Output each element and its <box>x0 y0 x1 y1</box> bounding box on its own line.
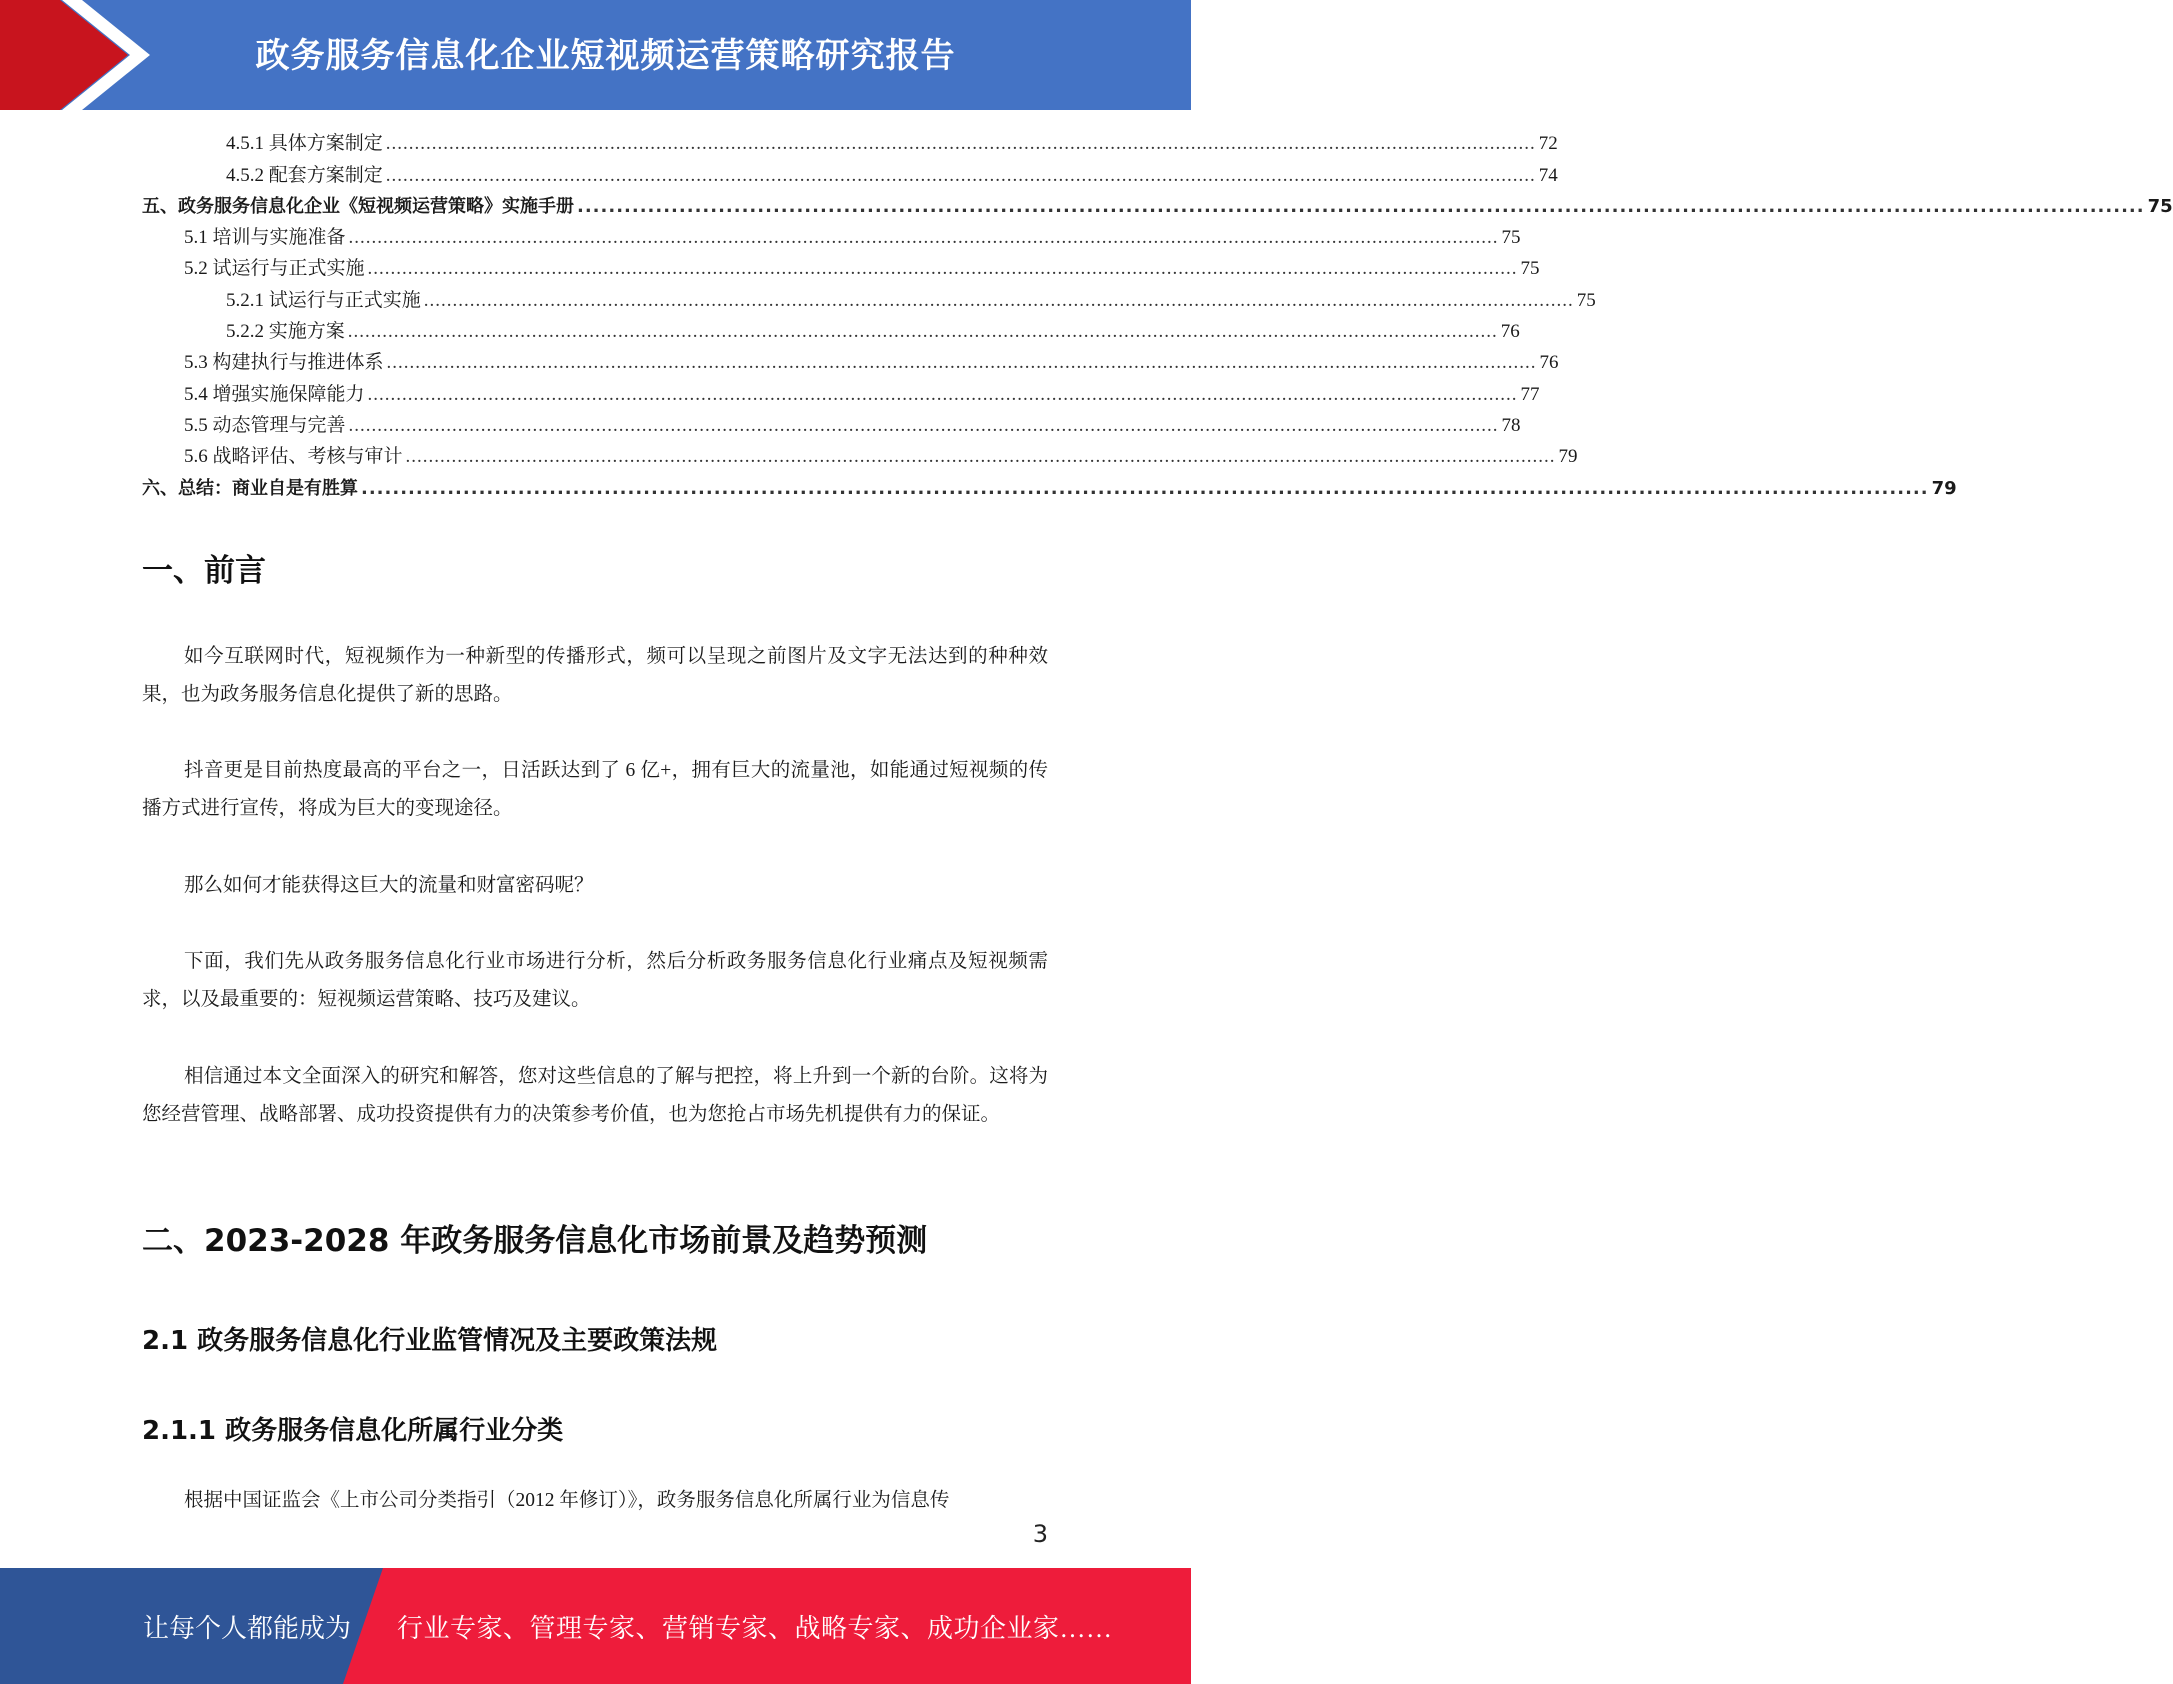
toc-label: 5.6 战略评估、考核与审计 <box>184 446 403 468</box>
toc-leader-dots: ........................................................................................................................................................................................................ <box>348 414 1499 436</box>
section-heading-preface: 一、前言 <box>142 553 266 589</box>
body-paragraph: 相信通过本文全面深入的研究和解答，您对这些信息的了解与把控，将上升到一个新的台阶。这将为您经营管理、战略部署、成功投资提供有力的决策参考价值，也为您抢占市场先机提供有力的保证。 <box>142 1066 1048 1125</box>
toc-entry[interactable] <box>142 159 1558 190</box>
toc-leader-dots: ........................................................................................................................................................................................................ <box>385 164 1536 186</box>
table-of-contents <box>142 128 2173 504</box>
toc-label: 4.5.1 具体方案制定 <box>226 133 383 155</box>
header-title: 政务服务信息化企业短视频运营策略研究报告 <box>255 36 956 76</box>
body-paragraph: 抖音更是目前热度最高的平台之一，日活跃达到了 6 亿+，拥有巨大的流量池，如能通过短视频的传播方式进行宣传，将成为巨大的变现途径。 <box>142 760 1048 819</box>
toc-entry[interactable] <box>142 472 1957 503</box>
toc-page-number: 75 <box>2147 195 2173 217</box>
page-header <box>0 0 1191 110</box>
toc-entry[interactable] <box>142 441 1578 472</box>
page-footer <box>0 1568 1191 1684</box>
toc-leader-dots: ........................................................................................................................................................................................................ <box>348 227 1499 249</box>
toc-leader-dots: ........................................................................................................................................................................................................ <box>361 477 1929 499</box>
toc-page-number: 76 <box>1500 321 1520 343</box>
toc-label: 5.2 试运行与正式实施 <box>184 258 365 280</box>
toc-page-number: 75 <box>1576 289 1596 311</box>
toc-page-number: 78 <box>1501 414 1521 436</box>
toc-page-number: 77 <box>1520 383 1540 405</box>
toc-entry[interactable] <box>142 253 1540 284</box>
toc-label: 4.5.2 配套方案制定 <box>226 164 383 186</box>
toc-entry[interactable] <box>142 347 1559 378</box>
section-heading-chapter-2: 二、2023-2028 年政务服务信息化市场前景及趋势预测 <box>142 1223 928 1259</box>
toc-page-number: 79 <box>1558 446 1578 468</box>
toc-page-number: 76 <box>1539 352 1559 374</box>
footer-slogan-right: 行业专家、管理专家、营销专家、战略专家、成功企业家…… <box>397 1614 1113 1643</box>
toc-label: 5.2.2 实施方案 <box>226 321 345 343</box>
toc-leader-dots: ........................................................................................................................................................................................................ <box>347 321 1498 343</box>
footer-slogan-left: 让每个人都能成为 <box>143 1614 352 1643</box>
toc-entry[interactable] <box>142 191 2173 222</box>
toc-label: 5.3 构建执行与推进体系 <box>184 352 384 374</box>
page-number: 3 <box>1032 1520 1048 1548</box>
toc-entry[interactable] <box>142 284 1596 315</box>
toc-leader-dots: ........................................................................................................................................................................................................ <box>385 133 1536 155</box>
toc-entry[interactable] <box>142 222 1521 253</box>
subsection-heading-2-1: 2.1 政务服务信息化行业监管情况及主要政策法规 <box>142 1326 718 1356</box>
toc-entry[interactable] <box>142 410 1521 441</box>
toc-label: 六、总结：商业自是有胜算 <box>142 477 358 499</box>
toc-page-number: 72 <box>1538 133 1558 155</box>
toc-leader-dots: ........................................................................................................................................................................................................ <box>405 446 1556 468</box>
toc-leader-dots: ........................................................................................................................................................................................................ <box>367 383 1518 405</box>
toc-leader-dots: ........................................................................................................................................................................................................ <box>386 352 1537 374</box>
toc-entry[interactable] <box>142 128 1558 159</box>
subsection-heading-2-1-1: 2.1.1 政务服务信息化所属行业分类 <box>142 1416 564 1446</box>
toc-entry[interactable] <box>142 316 1520 347</box>
toc-entry[interactable] <box>142 378 1540 409</box>
toc-label: 5.2.1 试运行与正式实施 <box>226 289 421 311</box>
toc-leader-dots: ........................................................................................................................................................................................................ <box>367 258 1518 280</box>
toc-page-number: 75 <box>1501 227 1521 249</box>
body-paragraph: 下面，我们先从政务服务信息化行业市场进行分析，然后分析政务服务信息化行业痛点及短视频需求，以及最重要的：短视频运营策略、技巧及建议。 <box>142 951 1048 1010</box>
toc-label: 五、政务服务信息化企业《短视频运营策略》实施手册 <box>142 195 574 217</box>
body-paragraph: 那么如何才能获得这巨大的流量和财富密码呢？ <box>184 875 594 896</box>
toc-page-number: 79 <box>1931 477 1957 499</box>
toc-label: 5.4 增强实施保障能力 <box>184 383 365 405</box>
body-paragraph: 根据中国证监会《上市公司分类指引（2012 年修订）》，政务服务信息化所属行业为信息传 <box>184 1490 950 1511</box>
toc-label: 5.1 培训与实施准备 <box>184 227 346 249</box>
toc-page-number: 74 <box>1538 164 1558 186</box>
body-paragraph: 如今互联网时代，短视频作为一种新型的传播形式，频可以呈现之前图片及文字无法达到的种种效果，也为政务服务信息化提供了新的思路。 <box>142 646 1048 705</box>
toc-label: 5.5 动态管理与完善 <box>184 414 346 436</box>
toc-leader-dots: ........................................................................................................................................................................................................ <box>423 289 1574 311</box>
toc-page-number: 75 <box>1520 258 1540 280</box>
toc-leader-dots: ........................................................................................................................................................................................................ <box>577 195 2145 217</box>
